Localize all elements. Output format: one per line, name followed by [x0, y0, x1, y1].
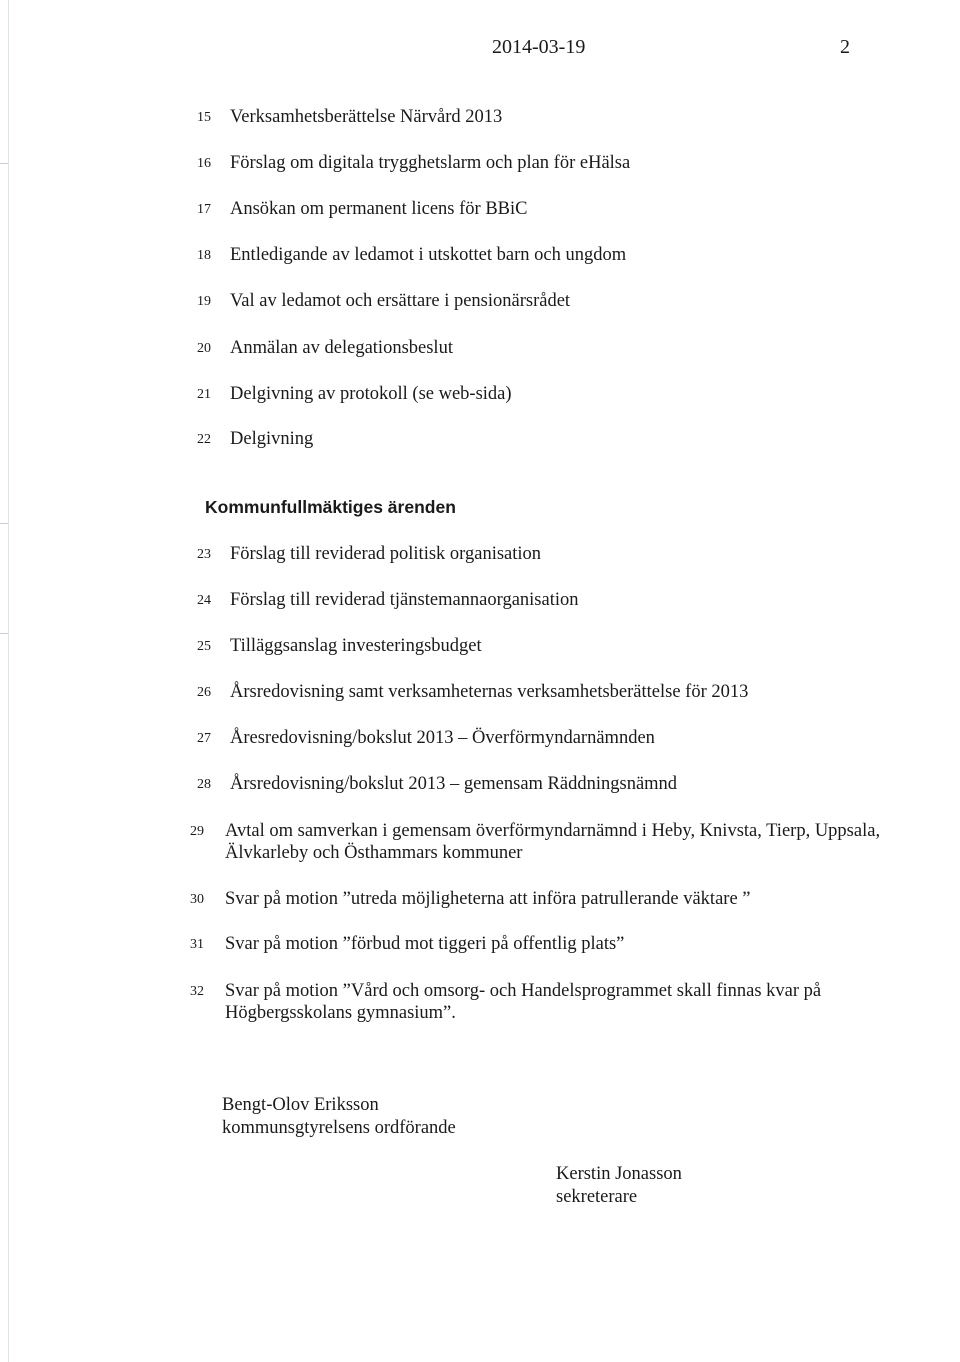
item-text: Val av ledamot och ersättare i pensionärsrådet — [230, 291, 571, 311]
item-number: 21 — [197, 387, 211, 402]
scan-edge-tick — [0, 163, 8, 164]
item-number: 31 — [190, 937, 204, 952]
item-number: 15 — [197, 110, 211, 125]
item-text: Förslag om digitala trygghetslarm och plan för eHälsa — [230, 153, 631, 173]
item-text: Förslag till reviderad tjänstemannaorganisation — [230, 590, 579, 610]
scan-edge-tick — [0, 633, 8, 634]
item-text: Avtal om samverkan i gemensam överförmyndarnämnd i Heby, Knivsta, Tierp, Uppsala, — [225, 821, 881, 841]
item-text-continued: Högbergsskolans gymnasium”. — [225, 1003, 456, 1023]
item-number: 23 — [197, 547, 211, 562]
chair-name: Bengt-Olov Eriksson — [222, 1095, 379, 1115]
item-text: Ansökan om permanent licens för BBiC — [230, 199, 528, 219]
item-number: 20 — [197, 341, 211, 356]
item-number: 26 — [197, 685, 211, 700]
item-number: 18 — [197, 248, 211, 263]
item-number: 25 — [197, 639, 211, 654]
item-text: Årsredovisning samt verksamheternas verksamhetsberättelse för 2013 — [230, 682, 749, 702]
item-number: 24 — [197, 593, 211, 608]
item-text: Åresredovisning/bokslut 2013 – Överförmyndarnämnden — [230, 728, 655, 748]
item-number: 27 — [197, 731, 211, 746]
scan-edge-tick — [0, 523, 8, 524]
item-number: 28 — [197, 777, 211, 792]
secretary-title: sekreterare — [556, 1187, 638, 1207]
section-heading: Kommunfullmäktiges ärenden — [205, 497, 456, 517]
item-number: 19 — [197, 294, 211, 309]
item-text: Årsredovisning/bokslut 2013 – gemensam Räddningsnämnd — [230, 774, 678, 794]
chair-title: kommunsgtyrelsens ordförande — [222, 1118, 456, 1138]
document-date: 2014-03-19 — [492, 36, 586, 58]
item-number: 16 — [197, 156, 211, 171]
item-number: 30 — [190, 892, 204, 907]
item-text: Svar på motion ”utreda möjligheterna att införa patrullerande väktare ” — [225, 889, 751, 909]
chair-signature-block — [222, 1094, 456, 1140]
scan-edge-line — [8, 0, 9, 1362]
secretary-signature-block — [556, 1163, 682, 1209]
item-text: Förslag till reviderad politisk organisation — [230, 544, 542, 564]
item-number: 22 — [197, 432, 211, 447]
item-text: Verksamhetsberättelse Närvård 2013 — [230, 107, 503, 127]
item-number: 17 — [197, 202, 211, 217]
page-number: 2 — [840, 36, 850, 58]
item-text: Tilläggsanslag investeringsbudget — [230, 636, 482, 656]
item-text-continued: Älvkarleby och Östhammars kommuner — [225, 843, 523, 863]
item-text: Svar på motion ”förbud mot tiggeri på offentlig plats” — [225, 934, 625, 954]
item-text: Entledigande av ledamot i utskottet barn och ungdom — [230, 245, 627, 265]
item-text: Anmälan av delegationsbeslut — [230, 338, 453, 358]
item-text: Delgivning av protokoll (se web-sida) — [230, 384, 512, 404]
item-number: 32 — [190, 984, 204, 999]
item-text: Delgivning — [230, 429, 314, 449]
secretary-name: Kerstin Jonasson — [556, 1164, 682, 1184]
item-number: 29 — [190, 824, 204, 839]
item-text: Svar på motion ”Vård och omsorg- och Handelsprogrammet skall finnas kvar på — [225, 981, 822, 1001]
